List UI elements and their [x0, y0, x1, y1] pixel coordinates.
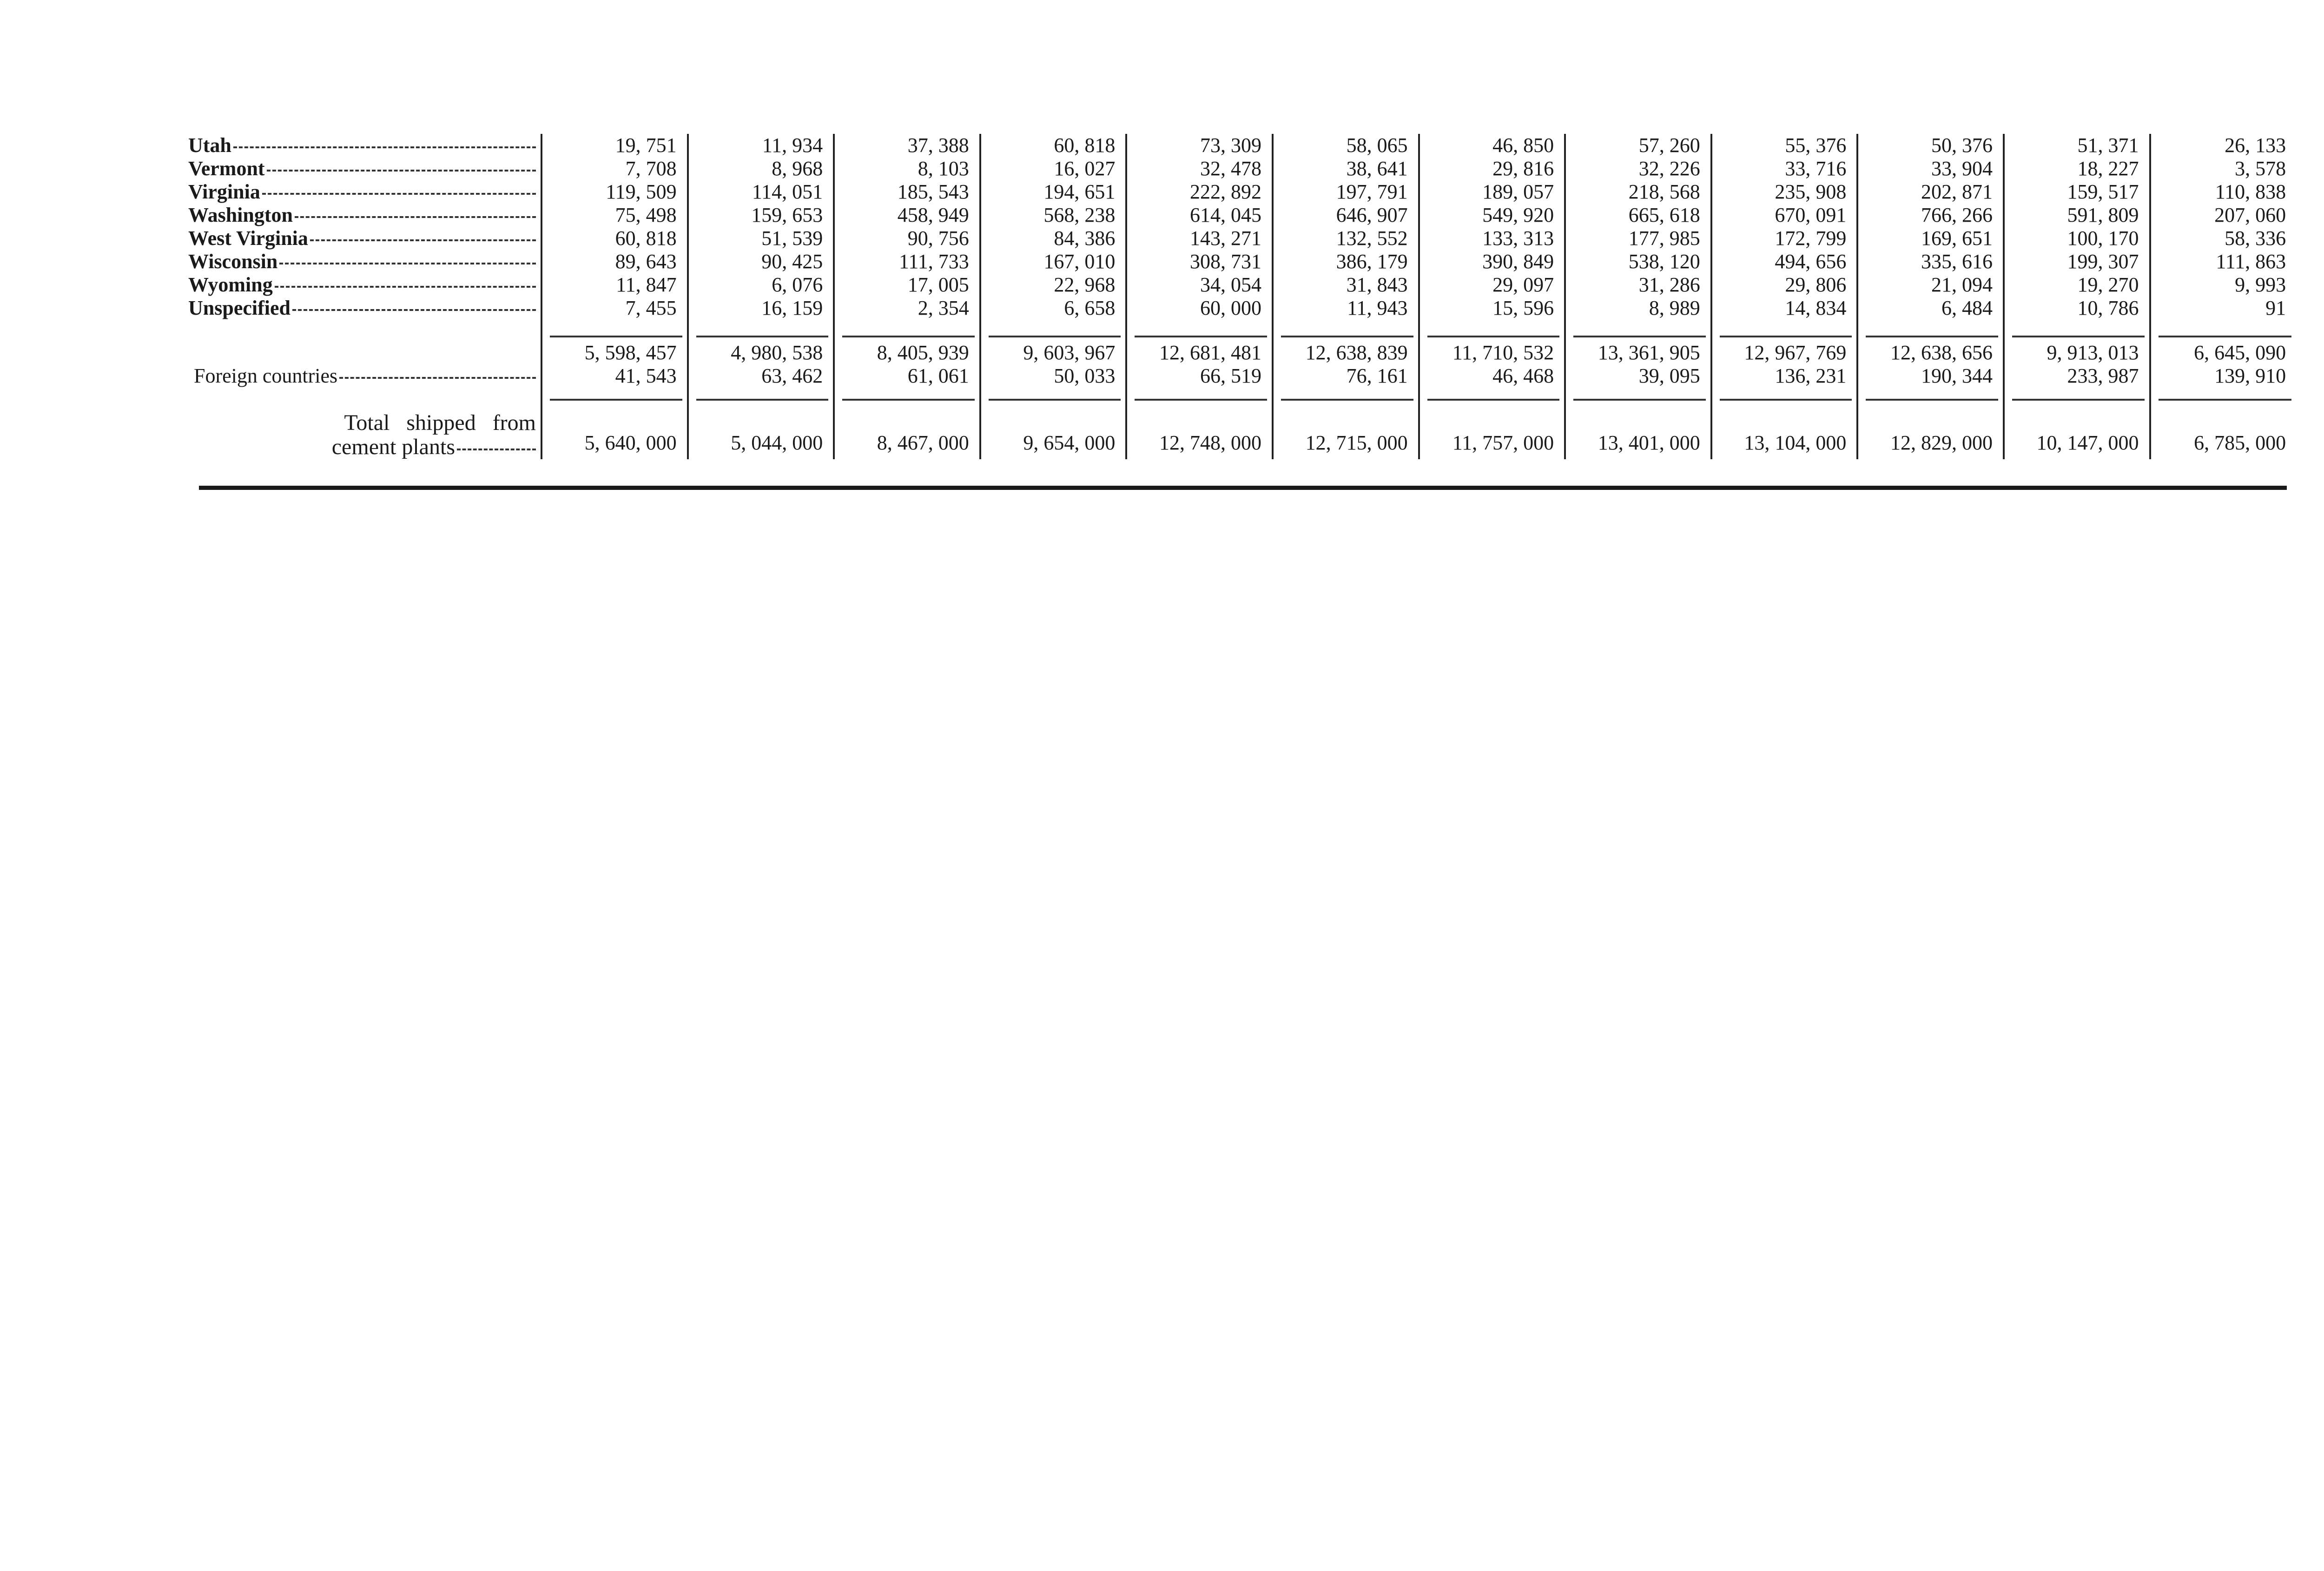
row-label: Wisconsin: [188, 250, 278, 273]
table-cell: 202, 871: [1857, 180, 2004, 204]
table-cell: 63, 462: [688, 364, 834, 388]
table-cell: 185, 543: [834, 180, 980, 204]
table-cell: 11, 847: [541, 273, 688, 297]
table-cell: 38, 641: [1273, 157, 1419, 180]
table-cell: 39, 095: [1565, 364, 1711, 388]
table-cell: 169, 651: [1857, 227, 2004, 250]
table-cell: 6, 785, 000: [2150, 411, 2297, 459]
table-cell: 29, 097: [1419, 273, 1565, 297]
table-row: [188, 204, 2296, 227]
table-cell: 14, 834: [1711, 297, 1858, 320]
table-cell: 6, 658: [980, 297, 1127, 320]
row-label-cell: [188, 157, 541, 180]
table-cell: 177, 985: [1565, 227, 1711, 250]
table-cell: 549, 920: [1419, 204, 1565, 227]
table-cell: 670, 091: [1711, 204, 1858, 227]
row-label-cell: [188, 250, 541, 273]
table-cell: 5, 640, 000: [541, 411, 688, 459]
table-cell: 8, 405, 939: [834, 341, 980, 364]
table-cell: 29, 816: [1419, 157, 1565, 180]
table-row: [188, 134, 2296, 157]
table-cell: 29, 806: [1711, 273, 1858, 297]
table-cell: 89, 643: [541, 250, 688, 273]
table-cell: 614, 045: [1126, 204, 1273, 227]
table-cell: 110, 838: [2150, 180, 2297, 204]
table-cell: 50, 376: [1857, 134, 2004, 157]
table-cell: 197, 791: [1273, 180, 1419, 204]
table-row: [188, 297, 2296, 320]
table-row: [188, 157, 2296, 180]
table-cell: 132, 552: [1273, 227, 1419, 250]
table-cell: 233, 987: [2004, 364, 2150, 388]
table-cell: 6, 484: [1857, 297, 2004, 320]
table-body: [188, 134, 2296, 459]
row-label-cell: [188, 273, 541, 297]
table-cell: 60, 000: [1126, 297, 1273, 320]
dot-leader: [262, 193, 536, 195]
table-cell: 111, 863: [2150, 250, 2297, 273]
table-cell: 12, 638, 656: [1857, 341, 2004, 364]
dot-leader: [457, 449, 536, 450]
table-cell: 58, 065: [1273, 134, 1419, 157]
table-cell: 235, 908: [1711, 180, 1858, 204]
spacer-row: [188, 320, 2296, 341]
table-cell: 11, 934: [688, 134, 834, 157]
table-cell: 21, 094: [1857, 273, 2004, 297]
row-label-cell: [188, 134, 541, 157]
shipments-table: [188, 134, 2296, 459]
table-cell: 12, 748, 000: [1126, 411, 1273, 459]
table-cell: 12, 681, 481: [1126, 341, 1273, 364]
table-cell: 46, 468: [1419, 364, 1565, 388]
table-cell: 51, 371: [2004, 134, 2150, 157]
table-cell: 8, 103: [834, 157, 980, 180]
table-cell: 16, 159: [688, 297, 834, 320]
table-cell: 139, 910: [2150, 364, 2297, 388]
table-cell: 207, 060: [2150, 204, 2297, 227]
table-cell: 6, 645, 090: [2150, 341, 2297, 364]
table-row: [188, 227, 2296, 250]
table-cell: 41, 543: [541, 364, 688, 388]
table-cell: 335, 616: [1857, 250, 2004, 273]
table-cell: 218, 568: [1565, 180, 1711, 204]
row-label-cell: [188, 180, 541, 204]
table-cell: 90, 756: [834, 227, 980, 250]
table-cell: 190, 344: [1857, 364, 2004, 388]
table-cell: 22, 968: [980, 273, 1127, 297]
table-cell: 61, 061: [834, 364, 980, 388]
table-cell: 75, 498: [541, 204, 688, 227]
table-cell: 665, 618: [1565, 204, 1711, 227]
table-cell: 199, 307: [2004, 250, 2150, 273]
table-cell: 66, 519: [1126, 364, 1273, 388]
dot-leader: [339, 377, 536, 379]
table-cell: 60, 818: [980, 134, 1127, 157]
dot-leader: [310, 239, 536, 241]
table-cell: 51, 539: [688, 227, 834, 250]
table-cell: 84, 386: [980, 227, 1127, 250]
table-cell: 119, 509: [541, 180, 688, 204]
table-cell: 90, 425: [688, 250, 834, 273]
dot-leader: [292, 309, 536, 311]
table-cell: 390, 849: [1419, 250, 1565, 273]
table-cell: 111, 733: [834, 250, 980, 273]
table-cell: 458, 949: [834, 204, 980, 227]
table-cell: 2, 354: [834, 297, 980, 320]
table-cell: 11, 710, 532: [1419, 341, 1565, 364]
table-cell: 167, 010: [980, 250, 1127, 273]
table-cell: 194, 651: [980, 180, 1127, 204]
table-cell: 34, 054: [1126, 273, 1273, 297]
subtotal-row: [188, 341, 2296, 364]
table-cell: 494, 656: [1711, 250, 1858, 273]
table-cell: 3, 578: [2150, 157, 2297, 180]
table-cell: 133, 313: [1419, 227, 1565, 250]
dot-leader: [279, 263, 536, 264]
table-cell: 159, 653: [688, 204, 834, 227]
table-cell: 100, 170: [2004, 227, 2150, 250]
row-label: Virginia: [188, 180, 260, 203]
total-label-line2: cement plants: [331, 435, 455, 459]
row-label: Washington: [188, 204, 293, 226]
table-cell: 13, 104, 000: [1711, 411, 1858, 459]
table-cell: 91: [2150, 297, 2297, 320]
table-cell: 12, 638, 839: [1273, 341, 1419, 364]
table-cell: 11, 943: [1273, 297, 1419, 320]
table-cell: 568, 238: [980, 204, 1127, 227]
table-cell: 31, 843: [1273, 273, 1419, 297]
table-cell: 13, 361, 905: [1565, 341, 1711, 364]
table-cell: 19, 751: [541, 134, 688, 157]
table-cell: 143, 271: [1126, 227, 1273, 250]
row-label: West Virginia: [188, 227, 308, 250]
row-label: Unspecified: [188, 297, 290, 319]
table-cell: 18, 227: [2004, 157, 2150, 180]
table-cell: 222, 892: [1126, 180, 1273, 204]
row-label-cell: [188, 227, 541, 250]
table-cell: 766, 266: [1857, 204, 2004, 227]
table-row: [188, 180, 2296, 204]
table-cell: 13, 401, 000: [1565, 411, 1711, 459]
table-cell: 12, 715, 000: [1273, 411, 1419, 459]
table-cell: 55, 376: [1711, 134, 1858, 157]
dot-leader: [275, 286, 536, 288]
row-label: Utah: [188, 134, 231, 157]
dot-leader: [267, 170, 536, 172]
table-cell: 50, 033: [980, 364, 1127, 388]
table-cell: 76, 161: [1273, 364, 1419, 388]
table-cell: 33, 904: [1857, 157, 2004, 180]
row-label-cell: [188, 204, 541, 227]
table-cell: 172, 799: [1711, 227, 1858, 250]
table-cell: 591, 809: [2004, 204, 2150, 227]
table-cell: 5, 598, 457: [541, 341, 688, 364]
foreign-countries-row: [188, 364, 2296, 388]
row-label: Foreign countries: [194, 364, 338, 387]
row-label-cell: [188, 297, 541, 320]
table-cell: 4, 980, 538: [688, 341, 834, 364]
row-label: Wyoming: [188, 273, 273, 296]
table-cell: 17, 005: [834, 273, 980, 297]
table-cell: 9, 913, 013: [2004, 341, 2150, 364]
row-label-cell: [188, 364, 541, 388]
table-cell: 37, 388: [834, 134, 980, 157]
total-row: [188, 411, 2296, 459]
dot-leader: [295, 216, 536, 218]
table-cell: 646, 907: [1273, 204, 1419, 227]
dot-leader: [233, 146, 536, 148]
table-cell: 60, 818: [541, 227, 688, 250]
table-cell: 15, 596: [1419, 297, 1565, 320]
table-cell: 32, 226: [1565, 157, 1711, 180]
table-cell: 12, 967, 769: [1711, 341, 1858, 364]
table-cell: 26, 133: [2150, 134, 2297, 157]
table-cell: 9, 993: [2150, 273, 2297, 297]
table-row: [188, 273, 2296, 297]
table-cell: 7, 455: [541, 297, 688, 320]
table-bottom-rule: [199, 486, 2287, 490]
table-cell: 16, 027: [980, 157, 1127, 180]
table-cell: 46, 850: [1419, 134, 1565, 157]
table-cell: 8, 989: [1565, 297, 1711, 320]
total-label-cell: [188, 411, 541, 459]
table-cell: 10, 147, 000: [2004, 411, 2150, 459]
table-cell: 8, 467, 000: [834, 411, 980, 459]
table-cell: 33, 716: [1711, 157, 1858, 180]
table-cell: 11, 757, 000: [1419, 411, 1565, 459]
table-cell: 32, 478: [1126, 157, 1273, 180]
table-cell: 308, 731: [1126, 250, 1273, 273]
table-cell: 6, 076: [688, 273, 834, 297]
table-cell: 9, 603, 967: [980, 341, 1127, 364]
table-cell: 58, 336: [2150, 227, 2297, 250]
table-cell: 189, 057: [1419, 180, 1565, 204]
table-cell: 12, 829, 000: [1857, 411, 2004, 459]
table-cell: 7, 708: [541, 157, 688, 180]
row-label: Vermont: [188, 157, 265, 180]
table-cell: 57, 260: [1565, 134, 1711, 157]
table-row: [188, 250, 2296, 273]
table-cell: 9, 654, 000: [980, 411, 1127, 459]
table-cell: 5, 044, 000: [688, 411, 834, 459]
table-cell: 386, 179: [1273, 250, 1419, 273]
table-cell: 538, 120: [1565, 250, 1711, 273]
table-cell: 31, 286: [1565, 273, 1711, 297]
table-cell: 114, 051: [688, 180, 834, 204]
table-cell: 10, 786: [2004, 297, 2150, 320]
total-label-line1: Total shipped from: [344, 410, 536, 435]
table-cell: 19, 270: [2004, 273, 2150, 297]
table-cell: 136, 231: [1711, 364, 1858, 388]
table-cell: 73, 309: [1126, 134, 1273, 157]
table-cell: 8, 968: [688, 157, 834, 180]
table-cell: 159, 517: [2004, 180, 2150, 204]
